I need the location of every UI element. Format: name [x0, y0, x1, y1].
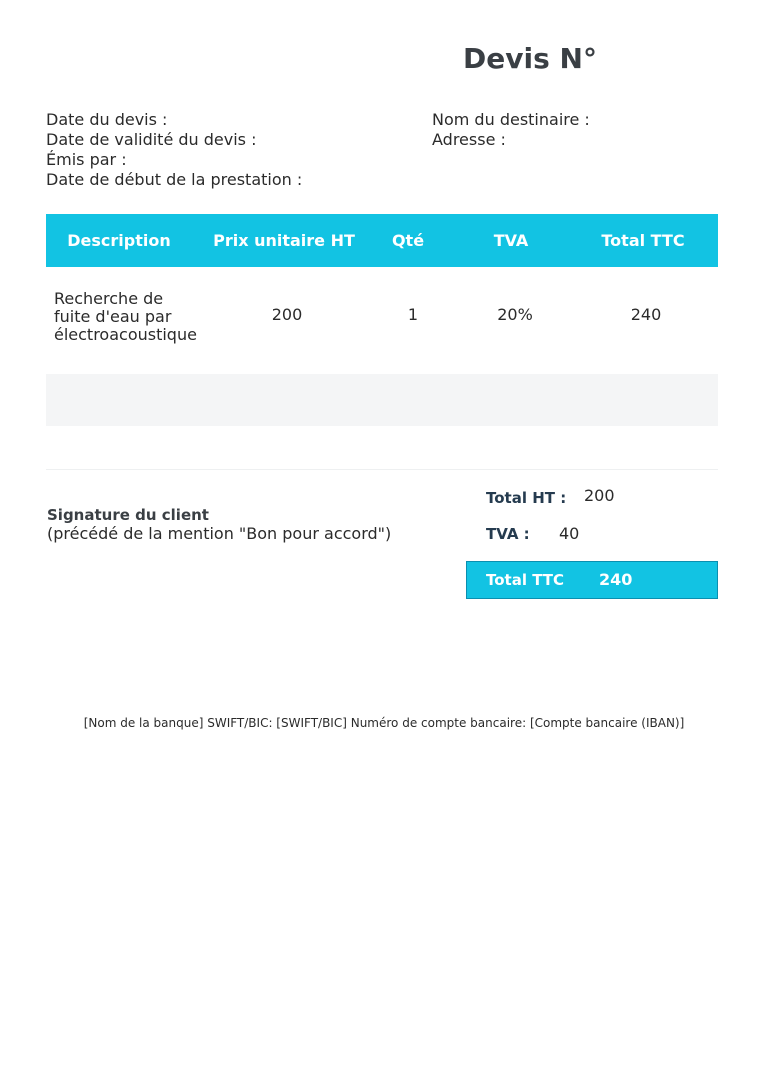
row-description-line: Recherche de [54, 289, 164, 308]
service-start-date-label: Date de début de la prestation : [46, 170, 303, 189]
column-header-description: Description [67, 231, 171, 250]
bank-details: [Nom de la banque] SWIFT/BIC: [SWIFT/BIC] Numéro de compte bancaire: [Compte bancaire (IBAN)] [83, 716, 685, 730]
validity-date-label: Date de validité du devis : [46, 130, 257, 149]
row-unit-price: 200 [271, 305, 303, 324]
table-header [46, 214, 718, 267]
section-divider [46, 469, 718, 470]
column-header-unit-price: Prix unitaire HT [213, 231, 355, 250]
row-total-ttc: 240 [630, 305, 662, 324]
total-ht-value: 200 [584, 486, 615, 505]
total-ht-label: Total HT : [486, 489, 567, 507]
row-tva: 20% [497, 305, 533, 324]
tva-label: TVA : [486, 525, 530, 543]
column-header-total-ttc: Total TTC [601, 231, 685, 250]
row-description-line: électroacoustique [54, 325, 197, 344]
quote-date-label: Date du devis : [46, 110, 168, 129]
total-ttc-label: Total TTC [486, 571, 565, 589]
row-description-line: fuite d'eau par [54, 307, 172, 326]
column-header-tva: TVA [493, 231, 529, 250]
document-title: Devis N° [463, 42, 597, 75]
quote-meta-left [46, 110, 302, 190]
tva-value: 40 [559, 524, 580, 543]
signature-title: Signature du client [47, 506, 209, 524]
signature-note: (précédé de la mention "Bon pour accord") [47, 524, 392, 543]
recipient-name-label: Nom du destinaire : [432, 110, 590, 129]
total-ttc-box [466, 561, 718, 599]
row-quantity: 1 [407, 305, 419, 324]
column-header-quantity: Qté [391, 231, 425, 250]
recipient-meta [432, 110, 590, 150]
recipient-address-label: Adresse : [432, 130, 506, 149]
row-description [54, 290, 224, 344]
issued-by-label: Émis par : [46, 150, 127, 169]
total-ttc-value: 240 [599, 570, 633, 589]
empty-table-row [46, 374, 718, 426]
